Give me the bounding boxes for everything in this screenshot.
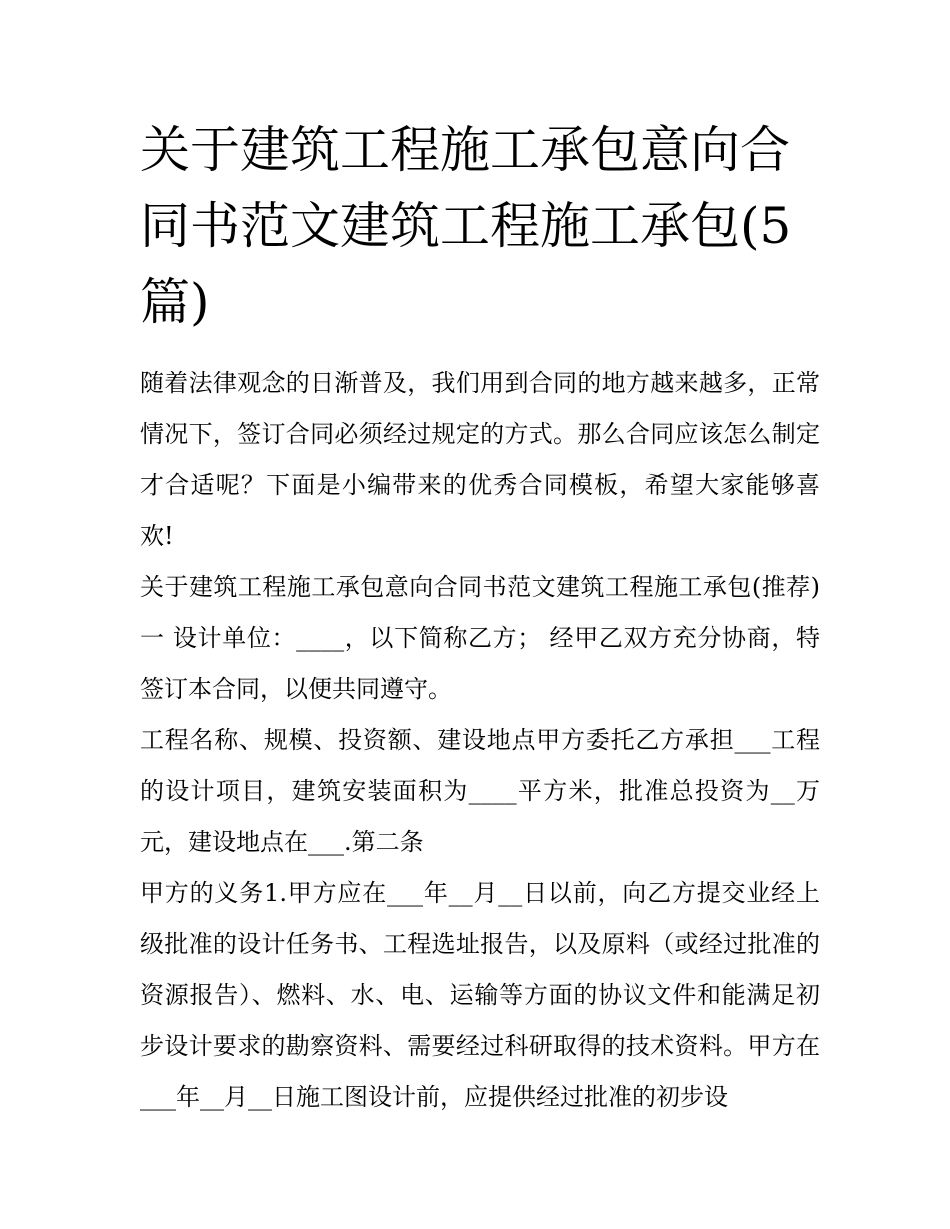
document-body <box>140 358 820 1123</box>
paragraph-party-a-obligations: 甲方的义务1.甲方应在___年__月__日以前，向乙方提交业经上级批准的设计任务书、工程选址报告，以及原料（或经过批准的资源报告）、燃料、水、电、运输等方面的协议文件和能满足初步设计要求的勘察资料、需要经过科研取得的技术资料。甲方在___年__月__日施工图设计前，应提供经过批准的初步设 <box>140 879 820 1111</box>
paragraph-contract-parties: 关于建筑工程施工承包意向合同书范文建筑工程施工承包(推荐)一 设计单位：____，以下简称乙方； 经甲乙双方充分协商，特签订本合同，以便共同遵守。 <box>140 573 820 703</box>
paragraph-project-info: 工程名称、规模、投资额、建设地点甲方委托乙方承担___工程的设计项目，建筑安装面积为____平方米，批准总投资为__万元，建设地点在___.第二条 <box>140 726 820 856</box>
document-title: 关于建筑工程施工承包意向合同书范文建筑工程施工承包(5篇) <box>140 121 792 331</box>
paragraph-intro: 随着法律观念的日渐普及，我们用到合同的地方越来越多，正常情况下，签订合同必须经过规定的方式。那么合同应该怎么制定才合适呢？下面是小编带来的优秀合同模板，希望大家能够喜欢! <box>140 369 820 550</box>
